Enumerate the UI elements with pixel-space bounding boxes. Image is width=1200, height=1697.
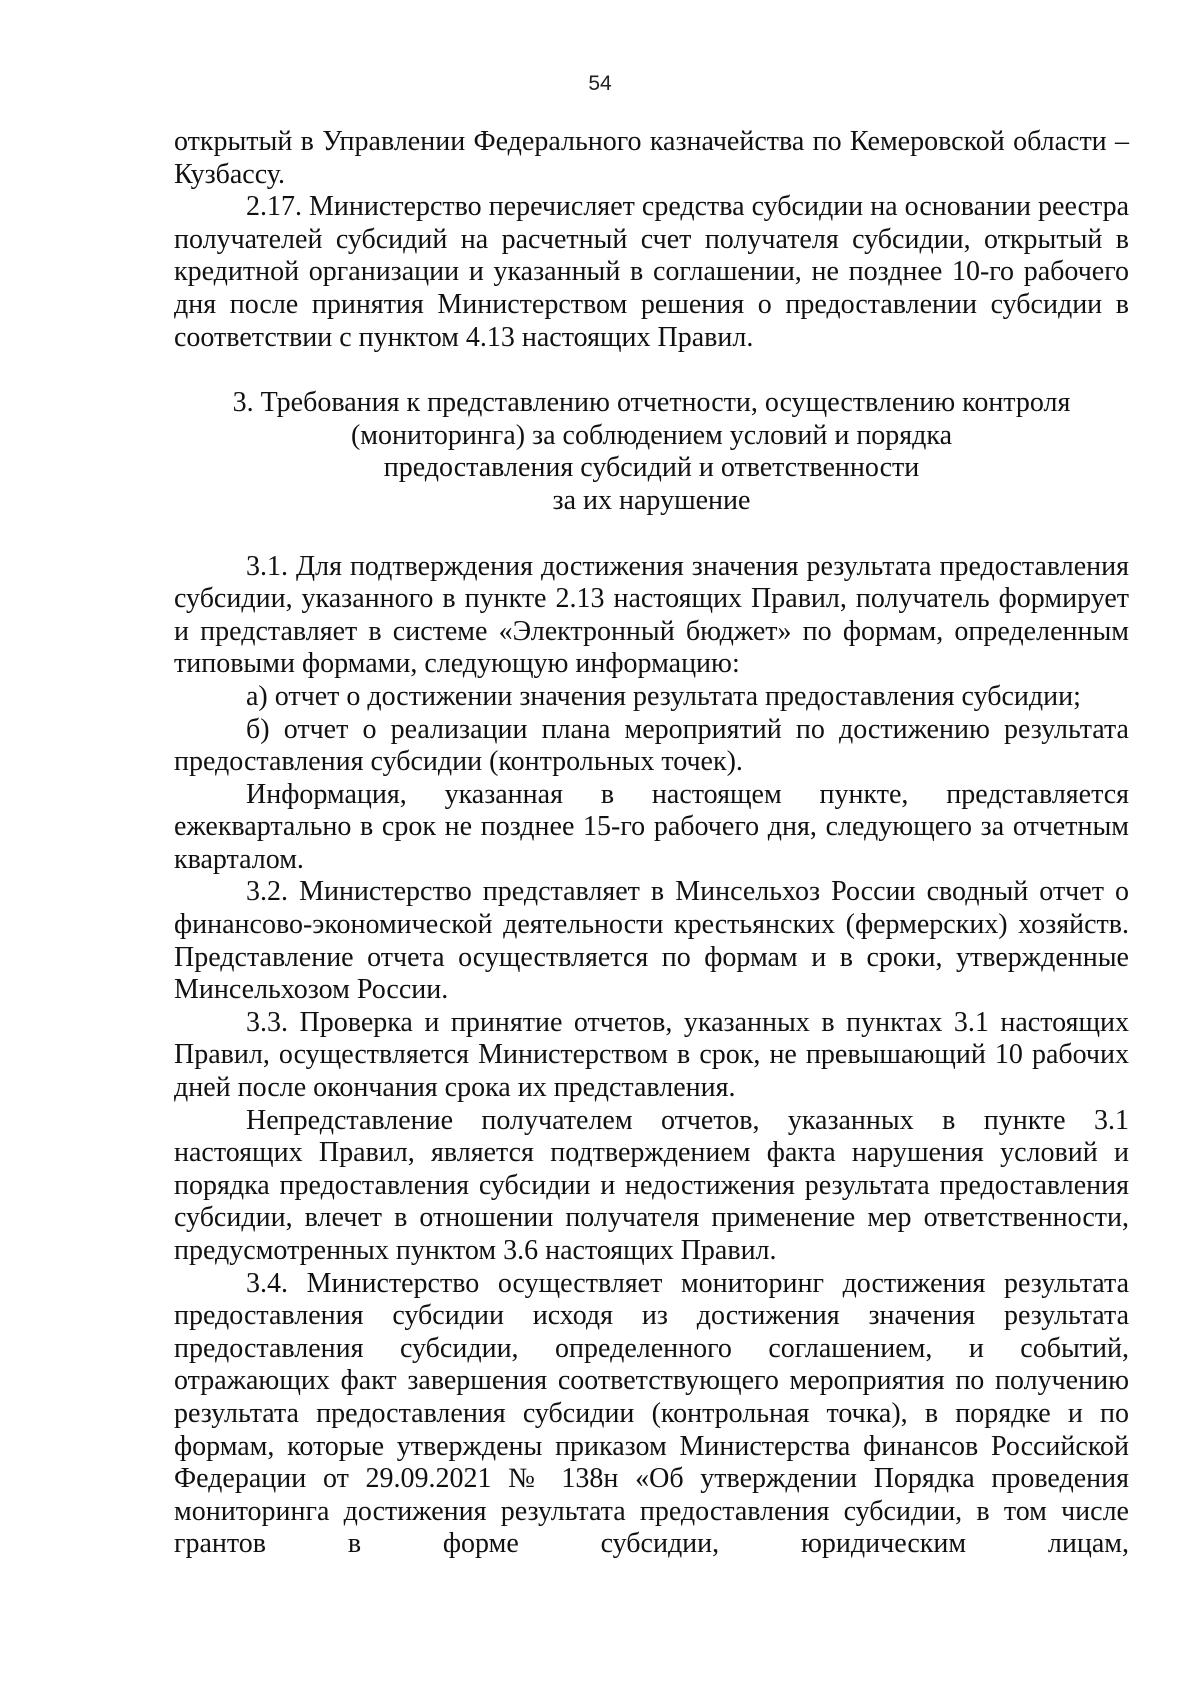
paragraph-3-2: 3.2. Министерство представляет в Минсельхоз России сводный отчет о финансово-экономической деятельности крестьянских (фермерских) хозяйств. Представление отчета осуществляется по формам и в сроки, утвержденные Минсельхозом России. bbox=[174, 876, 1129, 1006]
paragraph-info: Информация, указанная в настоящем пункте, представляется ежеквартально в срок не позднее 15-го рабочего дня, следующего за отчетным кварталом. bbox=[174, 778, 1129, 875]
section-heading-line-2: (мониторинга) за соблюдением условий и порядка bbox=[350, 419, 953, 451]
page-number: 54 bbox=[588, 72, 612, 95]
document-body bbox=[174, 126, 1129, 1561]
list-item-b: б) отчет о реализации плана мероприятий по достижению результата предоставления субсидии (контрольных точек). bbox=[174, 713, 1129, 778]
paragraph-3-4: 3.4. Министерство осуществляет мониторинг достижения результата предоставления субсидии исходя из достижения значения результата предоставления субсидии, определенного соглашением, и событий, отражающих факт завершения соответствующего мероприятия по получению результата предоставления субсидии (контрольная точка), в порядке и по формам, которые утверждены приказом Министерства финансов Российской Федерации от 29.09.2021 № 138н «Об утверждении Порядка проведения мониторинга достижения результата предоставления субсидии, в том числе грантов в форме субсидии, юридическим лицам, bbox=[174, 1267, 1129, 1560]
section-heading-line-4: за их нарушение bbox=[552, 484, 751, 516]
paragraph-continuation: открытый в Управлении Федерального казначейства по Кемеровской области – Кузбассу. bbox=[174, 126, 1129, 190]
paragraph-3-3: 3.3. Проверка и принятие отчетов, указанных в пунктах 3.1 настоящих Правил, осуществляется Министерством в срок, не превышающий 10 рабочих дней после окончания срока их представления. bbox=[174, 1006, 1129, 1104]
list-item-a: а) отчет о достижении значения результата предоставления субсидии; bbox=[246, 680, 1081, 712]
paragraph-nonsubmission: Непредставление получателем отчетов, указанных в пункте 3.1 настоящих Правил, является подтверждением факта нарушения условий и порядка предоставления субсидии и недостижения результата предоставления субсидии, влечет в отношении получателя применение мер ответственности, предусмотренных пунктом 3.6 настоящих Правил. bbox=[174, 1104, 1129, 1266]
paragraph-3-1: 3.1. Для подтверждения достижения значения результата предоставления субсидии, указанного в пункте 2.13 настоящих Правил, получатель формирует и представляет в системе «Электронный бюджет» по формам, определенным типовыми формами, следующую информацию: bbox=[174, 550, 1129, 680]
section-heading-line-3: предоставления субсидий и ответственности bbox=[383, 452, 920, 484]
section-heading bbox=[174, 387, 1129, 517]
section-heading-line-1: 3. Требования к представлению отчетности, осуществлению контроля bbox=[232, 387, 1071, 419]
paragraph-2-17: 2.17. Министерство перечисляет средства субсидии на основании реестра получателей субсидий на расчетный счет получателя субсидии, открытый в кредитной организации и указанный в соглашении, не позднее 10-го рабочего дня после принятия Министерством решения о предоставлении субсидии в соответствии с пунктом 4.13 настоящих Правил. bbox=[174, 191, 1129, 353]
